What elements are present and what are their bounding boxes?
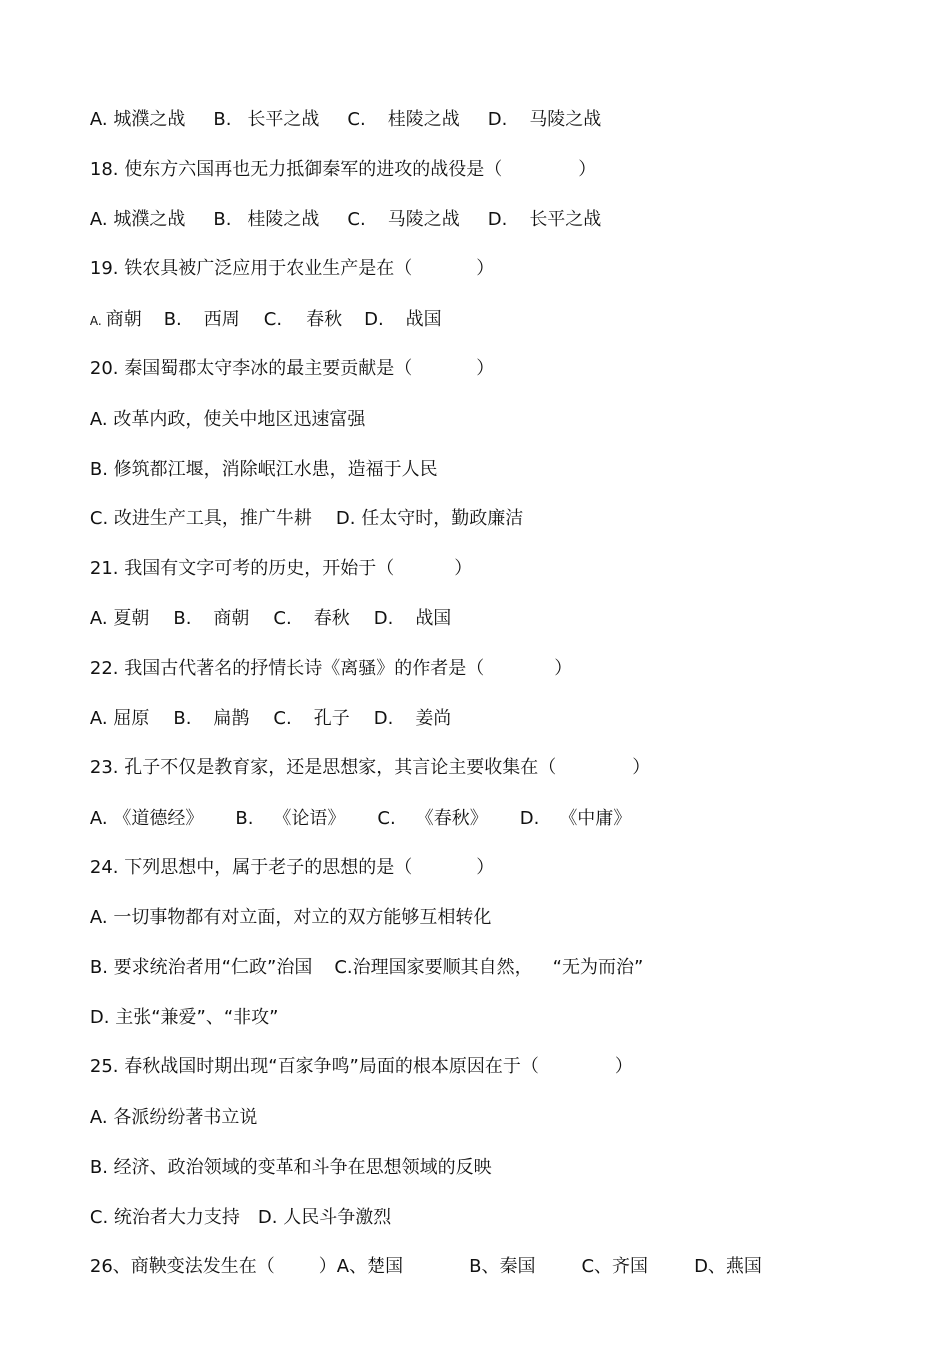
- option-b-label: B.: [173, 708, 192, 729]
- option-line: [67, 431, 438, 480]
- option-c-label: C.: [273, 608, 292, 629]
- question-text: 19. 铁农具被广泛应用于农业生产是在（: [89, 258, 413, 279]
- answer-blank-close: ）: [476, 258, 495, 279]
- option-c: C. 改进生产工具，推广牛耕: [89, 508, 312, 529]
- option-d-label: D.: [487, 109, 508, 130]
- answer-blank-close: ）: [554, 658, 573, 679]
- option-b: B. 经济、政治领域的变革和斗争在思想领域的反映: [89, 1157, 492, 1178]
- option-a: A. 屈原: [89, 708, 150, 729]
- option-d-text: 姜尚: [415, 708, 452, 729]
- option-b: B. 修筑都江堰，消除岷江水患，造福于人民: [89, 459, 438, 480]
- option-a: A. 《道德经》: [89, 808, 204, 829]
- option-c-label: C.: [273, 708, 292, 729]
- option-d-text: 战国: [405, 309, 442, 330]
- option-line: [67, 381, 366, 430]
- option-c-text: 春秋: [306, 309, 343, 330]
- option-c-text: 桂陵之战: [387, 109, 460, 130]
- option-d-label: D.: [519, 808, 540, 829]
- option-b-label: B.: [213, 109, 232, 130]
- question-19: [67, 230, 495, 279]
- option-a: A. 城濮之战: [89, 209, 186, 230]
- option-line: [67, 680, 452, 729]
- question-25: [67, 1028, 633, 1077]
- option-b-text: 《论语》: [273, 808, 346, 829]
- option-line: [67, 1079, 258, 1128]
- option-b-label: B.: [235, 808, 254, 829]
- option-c-quote: “无为而治”: [552, 957, 644, 978]
- option-a-text: 商朝: [105, 309, 142, 330]
- option-b-label: B.: [163, 309, 182, 330]
- option-c-label: C.: [377, 808, 396, 829]
- option-line: [67, 81, 602, 130]
- option-a: A. 一切事物都有对立面，对立的双方能够互相转化: [89, 907, 492, 928]
- option-c-text: 《春秋》: [415, 808, 488, 829]
- option-b-text: 西周: [203, 309, 240, 330]
- question-24: [67, 829, 495, 878]
- question-text: 20. 秦国蜀郡太守李冰的最主要贡献是（: [89, 358, 413, 379]
- question-21: [67, 530, 473, 579]
- option-b-text: 商朝: [213, 608, 250, 629]
- answer-blank-close: ）: [614, 1056, 633, 1077]
- option-c-text: 春秋: [313, 608, 350, 629]
- option-a: A. 改革内政，使关中地区迅速富强: [89, 409, 366, 430]
- option-d: D. 人民斗争激烈: [257, 1207, 392, 1228]
- option-a: A. 夏朝: [89, 608, 150, 629]
- option-c: C.治理国家要顺其自然，: [334, 957, 533, 978]
- question-text: 26、商鞅变法发生在（: [89, 1256, 275, 1277]
- option-d-label: D.: [487, 209, 508, 230]
- answer-blank-close: ）: [476, 358, 495, 379]
- option-line: [67, 1179, 392, 1228]
- question-20: [67, 330, 495, 379]
- option-c-text: 孔子: [313, 708, 350, 729]
- question-text: 21. 我国有文字可考的历史，开始于（: [89, 558, 395, 579]
- answer-blank-close: ）: [578, 159, 597, 180]
- option-c-text: 马陵之战: [387, 209, 460, 230]
- option-d: D. 任太守时，勤政廉洁: [335, 508, 524, 529]
- option-d-label: D.: [364, 309, 384, 330]
- option-d-label: D.: [373, 608, 394, 629]
- option-d-label: D.: [373, 708, 394, 729]
- option-b: B、秦国: [469, 1256, 536, 1277]
- question-text: 25. 春秋战国时期出现“百家争鸣”局面的根本原因在于（: [89, 1056, 539, 1077]
- option-b: B. 要求统治者用“仁政”治国: [89, 957, 313, 978]
- option-line: [67, 281, 442, 330]
- option-a-label: A.: [89, 314, 102, 328]
- question-text: 24. 下列思想中，属于老子的思想的是（: [89, 857, 413, 878]
- option-line: [67, 181, 602, 230]
- option-line: [67, 780, 632, 829]
- option-c-label: C.: [263, 309, 283, 330]
- option-b-text: 扁鹊: [213, 708, 250, 729]
- question-26: [67, 1228, 762, 1277]
- question-text: 18. 使东方六国再也无力抵御秦军的进攻的战役是（: [89, 159, 503, 180]
- option-line: [67, 929, 644, 978]
- question-23: [67, 729, 651, 778]
- option-c: C、齐国: [581, 1256, 649, 1277]
- option-c-label: C.: [347, 209, 366, 230]
- option-d: D. 主张“兼爱”、“非攻”: [89, 1007, 279, 1028]
- question-text: 23. 孔子不仅是教育家，还是思想家，其言论主要收集在（: [89, 757, 557, 778]
- option-b-text: 长平之战: [247, 109, 320, 130]
- option-c-label: C.: [347, 109, 366, 130]
- option-line: [67, 879, 492, 928]
- option-d-text: 《中庸》: [559, 808, 632, 829]
- option-c: C. 统治者大力支持: [89, 1207, 240, 1228]
- question-text: 22. 我国古代著名的抒情长诗《离骚》的作者是（: [89, 658, 485, 679]
- answer-blank-close: ）: [632, 757, 651, 778]
- option-d-text: 长平之战: [529, 209, 602, 230]
- question-18: [67, 131, 597, 180]
- option-line: [67, 580, 452, 629]
- option-d: D、燕国: [694, 1256, 762, 1277]
- question-22: [67, 630, 573, 679]
- answer-blank-close: ）: [454, 558, 473, 579]
- option-line: [67, 979, 279, 1028]
- option-b-label: B.: [173, 608, 192, 629]
- option-a: A. 各派纷纷著书立说: [89, 1107, 258, 1128]
- option-b-text: 桂陵之战: [247, 209, 320, 230]
- option-line: [67, 480, 524, 529]
- option-d-text: 马陵之战: [529, 109, 602, 130]
- option-d-text: 战国: [415, 608, 452, 629]
- option-b-label: B.: [213, 209, 232, 230]
- answer-blank-close: ）: [476, 857, 495, 878]
- option-line: [67, 1129, 492, 1178]
- option-a: A. 城濮之战: [89, 109, 186, 130]
- option-a: ）A、楚国: [318, 1256, 404, 1277]
